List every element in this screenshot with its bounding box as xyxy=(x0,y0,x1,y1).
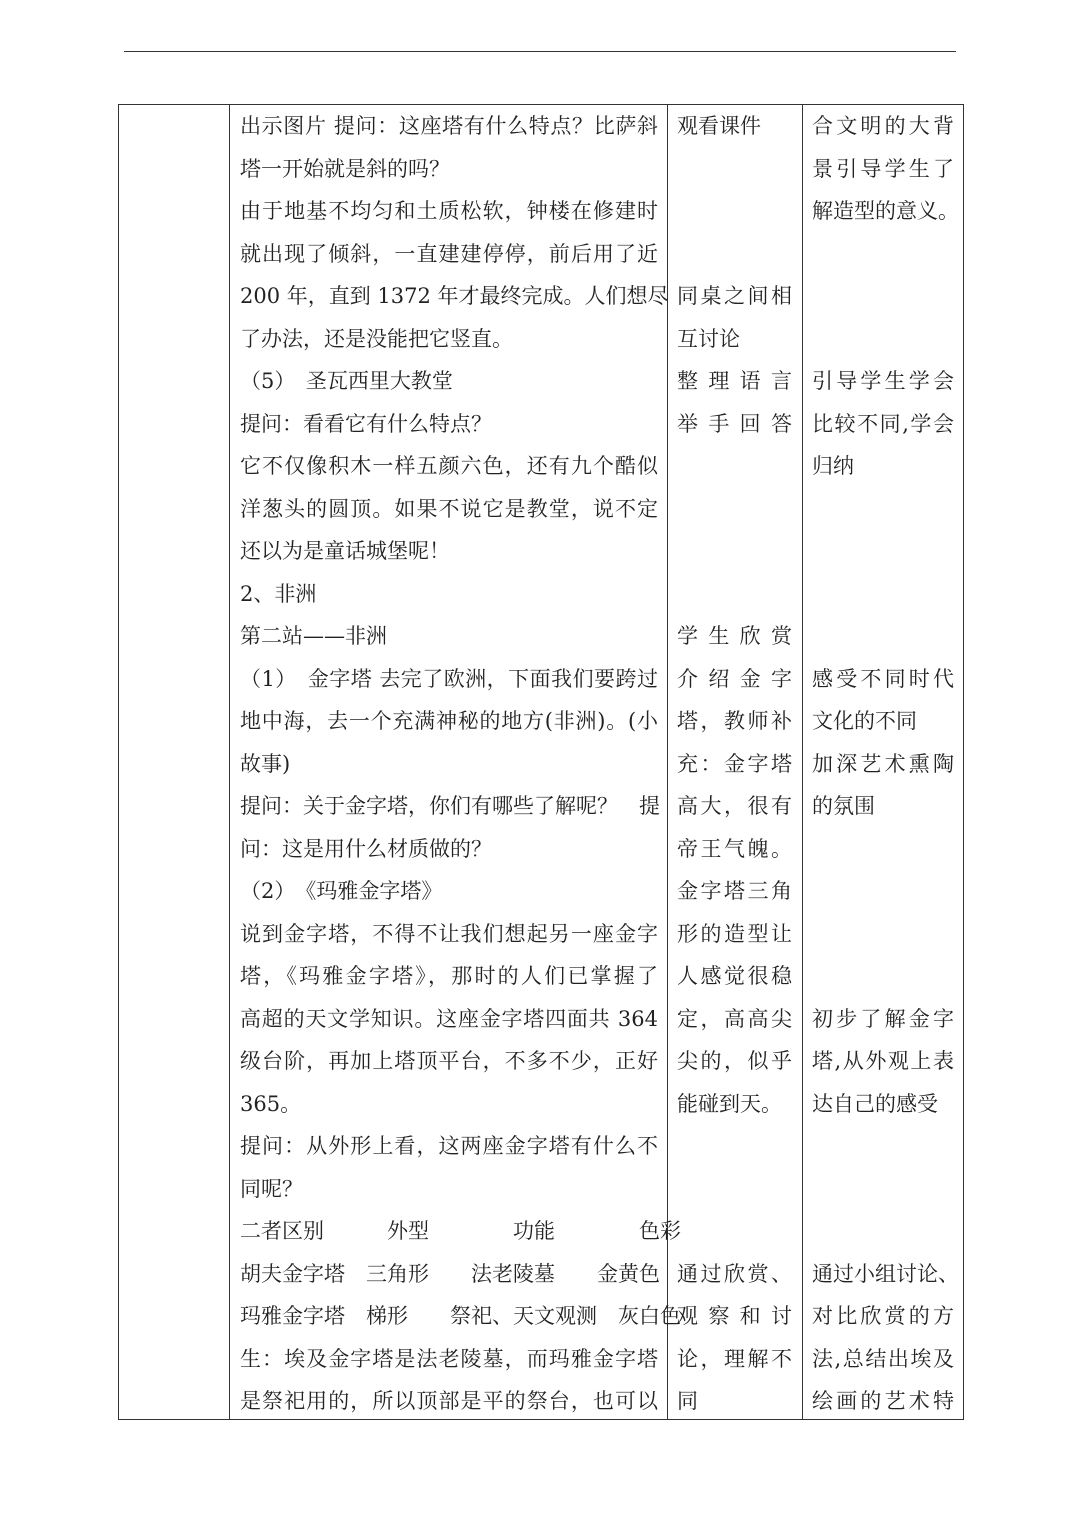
teacher-activity-line: 地中海，去一个充满神秘的地方(非洲)。(小 xyxy=(240,709,658,733)
teacher-activity-line: 胡夫金字塔 三角形 法老陵墓 金黄色 xyxy=(240,1261,660,1286)
design-intent-line: 对比欣赏的方 xyxy=(812,1304,954,1328)
teacher-activity-line: （2） 《玛雅金字塔》 xyxy=(240,879,443,903)
teacher-activity-line: 它不仅像积木一样五颜六色，还有九个酷似 xyxy=(240,454,658,478)
teacher-activity-line: 提问：从外形上看，这两座金字塔有什么不 xyxy=(240,1134,658,1158)
design-intent-line: 达自己的感受 xyxy=(812,1091,938,1116)
teacher-activity-line: （1） 金字塔 去完了欧洲，下面我们要跨过 xyxy=(240,666,658,691)
column-divider-3 xyxy=(802,105,803,1419)
design-intent-line: 文化的不同 xyxy=(812,709,917,733)
student-activity-line: 高大，很有 xyxy=(677,794,792,818)
column-divider-1 xyxy=(229,105,230,1419)
teacher-activity-line: 出示图片 提问：这座塔有什么特点？比萨斜 xyxy=(240,114,658,138)
student-activity-line: 整理语言 xyxy=(677,369,792,393)
design-intent-line: 绘画的艺术特 xyxy=(812,1389,954,1413)
teacher-activity-line: （5） 圣瓦西里大教堂 xyxy=(240,369,453,393)
student-activity-line: 金字塔三角 xyxy=(677,879,792,903)
student-activity-line: 尖的，似乎 xyxy=(677,1049,792,1073)
student-activity-line: 互讨论 xyxy=(677,326,740,351)
teacher-activity-line: 提问：看看它有什么特点？ xyxy=(240,411,492,436)
design-intent-line: 解造型的意义。 xyxy=(812,199,959,223)
teacher-activity-line: 故事) xyxy=(240,751,291,776)
student-activity-line: 观看课件 xyxy=(677,114,761,138)
teacher-activity-line: 365。 xyxy=(240,1091,302,1116)
design-intent-line: 归纳 xyxy=(812,454,854,478)
teacher-activity-line: 第二站——非洲 xyxy=(240,624,387,648)
design-intent-line: 塔,从外观上表 xyxy=(812,1049,954,1073)
student-activity-line: 充：金字塔 xyxy=(677,751,792,776)
teacher-activity-line: 就出现了倾斜，一直建建停停，前后用了近 xyxy=(240,241,658,266)
design-intent-line: 感受不同时代 xyxy=(812,666,954,691)
student-activity-line: 塔，教师补 xyxy=(677,709,792,733)
teacher-activity-line: 还以为是童话城堡呢！ xyxy=(240,539,450,563)
teacher-activity-line: 200 年，直到 1372 年才最终完成。人们想尽 xyxy=(240,284,669,308)
design-intent-line: 景引导学生了 xyxy=(812,156,954,181)
student-activity-line: 论，理解不 xyxy=(677,1346,792,1371)
design-intent-line: 加深艺术熏陶 xyxy=(812,751,954,776)
design-intent-line: 比较不同,学会 xyxy=(812,411,954,436)
student-activity-line: 形的造型让 xyxy=(677,921,792,946)
student-activity-line: 观察和讨 xyxy=(677,1304,792,1328)
student-activity-line: 定，高高尖 xyxy=(677,1006,792,1031)
teacher-activity-line: 提问：关于金字塔，你们有哪些了解呢？ 提 xyxy=(240,794,660,818)
teacher-activity-line: 问：这是用什么材质做的？ xyxy=(240,836,492,861)
student-activity-line: 举手回答 xyxy=(677,411,792,436)
design-intent-line: 法,总结出埃及 xyxy=(812,1346,954,1371)
student-activity-line: 帝王气魄。 xyxy=(677,836,792,861)
teacher-activity-line: 塔一开始就是斜的吗？ xyxy=(240,156,450,181)
teacher-activity-line: 二者区别 外型 功能 色彩 xyxy=(240,1219,681,1243)
design-intent-line: 引导学生学会 xyxy=(812,369,954,393)
teacher-activity-line: 塔，《玛雅金字塔》，那时的人们已掌握了 xyxy=(240,964,658,988)
teacher-activity-line: 2、非洲 xyxy=(240,581,317,606)
design-intent-line: 合文明的大背 xyxy=(812,114,954,138)
design-intent-line: 初步了解金字 xyxy=(812,1006,954,1031)
student-activity-line: 同 xyxy=(677,1389,698,1413)
teacher-activity-line: 由于地基不均匀和土质松软，钟楼在修建时 xyxy=(240,199,658,223)
teacher-activity-line: 了办法，还是没能把它竖直。 xyxy=(240,326,513,351)
student-activity-line: 通过欣赏、 xyxy=(677,1261,792,1286)
student-activity-line: 同桌之间相 xyxy=(677,284,792,308)
teacher-activity-line: 高超的天文学知识。这座金字塔四面共 364 xyxy=(240,1006,658,1031)
student-activity-line: 人感觉很稳 xyxy=(677,964,792,988)
teacher-activity-line: 玛雅金字塔 梯形 祭祀、天文观测 灰白色 xyxy=(240,1304,681,1328)
teacher-activity-line: 级台阶，再加上塔顶平台，不多不少，正好 xyxy=(240,1049,658,1073)
teacher-activity-line: 是祭祀用的，所以顶部是平的祭台，也可以 xyxy=(240,1389,658,1413)
teacher-activity-line: 说到金字塔，不得不让我们想起另一座金字 xyxy=(240,921,658,946)
header-rule xyxy=(124,51,956,52)
design-intent-line: 通过小组讨论、 xyxy=(812,1261,959,1286)
lesson-plan-table xyxy=(118,104,964,1420)
teacher-activity-line: 洋葱头的圆顶。如果不说它是教堂，说不定 xyxy=(240,496,658,521)
student-activity-line: 能碰到天。 xyxy=(677,1091,782,1116)
teacher-activity-line: 同呢？ xyxy=(240,1176,303,1201)
student-activity-line: 介绍金字 xyxy=(677,666,792,691)
design-intent-line: 的氛围 xyxy=(812,794,875,818)
teacher-activity-line: 生：埃及金字塔是法老陵墓，而玛雅金字塔 xyxy=(240,1346,658,1371)
student-activity-line: 学生欣赏 xyxy=(677,624,792,648)
